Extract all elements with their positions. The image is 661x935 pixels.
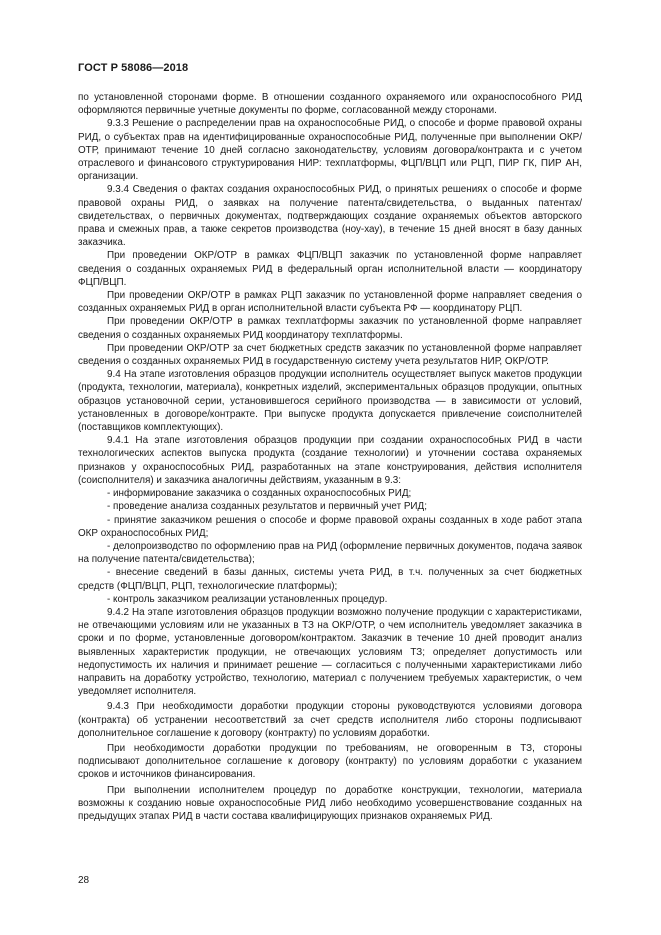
list-item: - контроль заказчиком реализации установленных процедур. xyxy=(107,593,388,605)
paragraph: 9.3.3 Решение о распределении прав на охраноспособные РИД, о способе и форме правовой охраны РИД, о субъектах прав на идентифицированные охраноспособные РИД, полученные при выполнении ОКР/ОТР, принимают течение 10 дней согласно законодательству, условиям договора/контракта и с учетом отраслевого и финансового структурирования НИР: техплатформы, ФЦП/ВЦП или РЦП, ПИР ГК, ПИР АН, организации. xyxy=(78,118,582,183)
paragraph: При проведении ОКР/ОТР в рамках ФЦП/ВЦП заказчик по установленной форме направляет сведения о созданных охраняемых РИД в федеральный орган исполнительной власти — координатору ФЦП/ВЦП. xyxy=(78,250,582,288)
paragraph: При проведении ОКР/ОТР в рамках техплатформы заказчик по установленной форме направляет сведения о созданных охраняемых РИД координатору техплатформы. xyxy=(78,316,582,341)
list-item: - делопроизводство по оформлению прав на РИД (оформление первичных документов, подача заявок на получение патента/свидетельства); xyxy=(78,540,582,566)
list-item: - информирование заказчика о созданных охраноспособных РИД; xyxy=(107,488,412,500)
paragraph: При необходимости доработки продукции по требованиям, не оговоренным в ТЗ, стороны подписывают дополнительное соглашение к договору (контракту) по условиям доработки с указанием сроков и источников финансирования. xyxy=(78,742,582,781)
paragraph: 9.4 На этапе изготовления образцов продукции исполнитель осуществляет выпуск макетов продукции (продукта, технологии, материала), конкретных изделий, экспериментальных образцов продукции, опытных образцов установочной серии, установившегося серийного производства — в зависимости от условий, установленных в договоре/контракте. При выпуске продукта допускается привлечение соисполнителей (поставщиков комплектующих). xyxy=(78,369,582,434)
document-body xyxy=(78,91,582,823)
page-number: 28 xyxy=(78,875,90,886)
paragraph: 9.4.1 На этапе изготовления образцов продукции при создании охраноспособных РИД в части технологических аспектов выпуска продукта (создание технологии) и уточнении состава охраняемых признаков у охраноспособных РИД, разработанных на этапе конструирования, действия исполнителя (соисполнителя) и заказчика аналогичны действиям, указанным в 9.3: xyxy=(78,435,582,486)
list-item: - принятие заказчиком решения о способе и форме правовой охраны созданных в ходе работ этапа ОКР охраноспособных РИД; xyxy=(78,514,582,539)
paragraph: При проведении ОКР/ОТР в рамках РЦП заказчик по установленной форме направляет сведения о созданных охраняемых РИД в орган исполнительной власти субъекта РФ — координатору РЦП. xyxy=(78,290,582,315)
standard-header: ГОСТ Р 58086—2018 xyxy=(78,62,189,74)
paragraph: 9.4.3 При необходимости доработки продукции стороны руководствуются условиями договора (контракта) об устранении несоответствий за счет средств исполнителя либо стороны подписывают дополнительное соглашение к договору (контракту) по условиям доработки. xyxy=(78,701,582,739)
paragraph: При выполнении исполнителем процедур по доработке конструкции, технологии, материала возможны к созданию новые охраноспособные РИД либо необходимо усовершенствование созданных на предыдущих этапах РИД в части состава квалифицирующих признаков охраняемых РИД. xyxy=(78,784,582,822)
paragraph: по установленной сторонами форме. В отношении созданного охраняемого или охраноспособного РИД оформляются первичные учетные документы по форме, согласованной между сторонами. xyxy=(78,92,582,117)
list-item: - проведение анализа созданных результатов и первичный учет РИД; xyxy=(107,501,427,513)
paragraph: При проведении ОКР/ОТР за счет бюджетных средств заказчик по установленной форме направляет сведения о созданных охраняемых РИД в государственную систему учета результатов НИР, ОКР/ОТР. xyxy=(78,342,582,368)
list-item: - внесение сведений в базы данных, системы учета РИД, в т.ч. полученных за счет бюджетных средств (ФЦП/ВЦП, РЦП, технологические платформы); xyxy=(78,567,582,592)
paragraph: 9.3.4 Сведения о фактах создания охраноспособных РИД, о принятых решениях о способе и форме правовой охраны РИД, о заявках на получение патента/свидетельства, о выданных патентах/свидетельствах, о первичных документах, подтверждающих создание охраняемых объектов авторского права и смежных прав, а также секретов производства (ноу-хау), в течение 15 дней вносят в базу данных заказчика. xyxy=(78,184,582,249)
paragraph: 9.4.2 На этапе изготовления образцов продукции возможно получение продукции с характеристиками, не отвечающими условиям или не указанных в ТЗ на ОКР/ОТР, о чем исполнитель уведомляет заказчика в сроки и по форме, установленные договором/контрактом. Заказчик в течение 10 дней проводит анализ выявленных характеристик продукции, не отвечающих условиям ТЗ; определяет допустимость или недопустимость их наличия и принимает решение — согласиться с полученными характеристиками либо направить на доработку устройство, технологию, материал с получением требуемых характеристик, о чем уведомляет исполнителя. xyxy=(78,606,582,698)
